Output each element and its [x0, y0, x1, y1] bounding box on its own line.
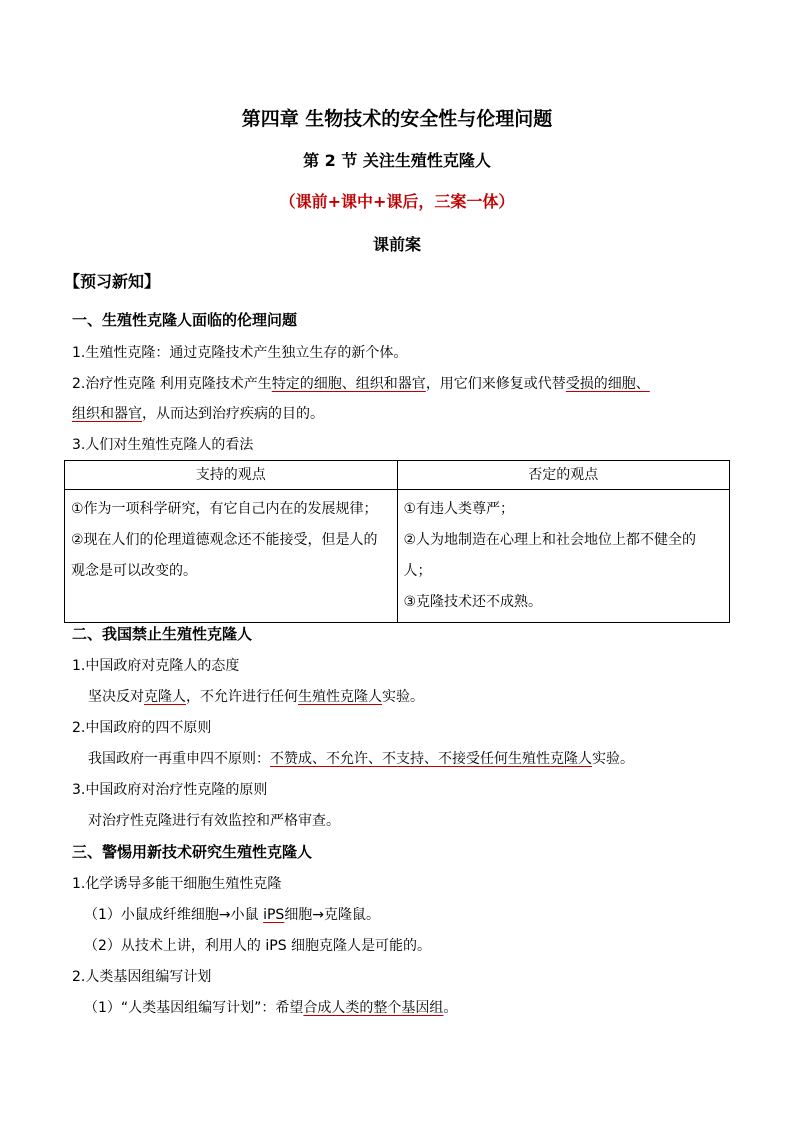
section-title: 第 2 节 关注生殖性克隆人	[303, 151, 491, 170]
oppose-header: 否定的观点	[397, 461, 730, 490]
section-2-title: 二、我国禁止生殖性克隆人	[72, 625, 253, 643]
reproductive-cloning-definition: 1.生殖性克隆：通过克隆技术产生独立生存的新个体。	[72, 345, 408, 361]
answer-blank: 特定的细胞、组织和器官	[271, 376, 426, 392]
genome-project-answer: （1）“人类基因组编写计划”：希望合成人类的整个基因组。	[84, 1000, 458, 1016]
answer-blank: iPS	[263, 907, 285, 923]
four-no-heading: 2.中国政府的四不原则	[72, 720, 212, 736]
therapeutic-principle-heading: 3.中国政府对治疗性克隆的原则	[72, 782, 268, 798]
answer-blank: 生殖性克隆人	[298, 689, 382, 705]
preview-heading: 【预习新知】	[64, 272, 161, 291]
section-3-title: 三、警惕用新技术研究生殖性克隆人	[72, 843, 313, 861]
answer-blank: 合成人类的整个基因组	[303, 1000, 444, 1016]
answer-blank: 受损的细胞、	[565, 376, 650, 392]
support-point: ①作为一项科学研究，有它自己内在的发展规律；	[71, 501, 378, 517]
oppose-point: ②人为地制造在心理上和社会地位上都不健全的人；	[403, 532, 697, 579]
four-no-answer: 我国政府一再重申四不原则：不赞成、不允许、不支持、不接受任何生殖性克隆人实验。	[88, 751, 634, 767]
therapeutic-cloning-definition: 2.治疗性克隆 利用克隆技术产生特定的细胞、组织和器官，用它们来修复或代替受损的细胞、	[72, 376, 650, 392]
attitude-heading: 1.中国政府对克隆人的态度	[72, 658, 240, 674]
therapeutic-cloning-continued: 组织和器官，从而达到治疗疾病的目的。	[72, 406, 324, 422]
section-1-title: 一、生殖性克隆人面临的伦理问题	[72, 311, 298, 329]
support-cell	[65, 490, 398, 623]
ips-step-2: （2）从技术上讲，利用人的 iPS 细胞克隆人是可能的。	[84, 938, 432, 954]
answer-blank: 不赞成、不允许、不支持、不接受任何生殖性克隆人	[270, 751, 592, 767]
attitude-answer: 坚决反对克隆人，不允许进行任何生殖性克隆人实验。	[88, 689, 424, 705]
ips-step-1: （1）小鼠成纤维细胞→小鼠 iPS细胞→克隆鼠。	[84, 907, 381, 923]
oppose-point: ①有违人类尊严；	[403, 501, 515, 517]
ips-heading: 1.化学诱导多能干细胞生殖性克隆	[72, 876, 282, 892]
answer-blank: 克隆人	[144, 689, 186, 705]
oppose-cell	[397, 490, 730, 623]
format-note: （课前+课中+课后，三案一体）	[279, 192, 515, 211]
support-header: 支持的观点	[65, 461, 398, 490]
chapter-title: 第四章 生物技术的安全性与伦理问题	[241, 108, 553, 130]
therapeutic-principle-answer: 对治疗性克隆进行有效监控和严格审查。	[88, 813, 340, 829]
genome-project-heading: 2.人类基因组编写计划	[72, 969, 212, 985]
part-title: 课前案	[372, 235, 421, 254]
views-heading: 3.人们对生殖性克隆人的看法	[72, 437, 254, 453]
answer-blank: 组织和器官	[72, 406, 142, 422]
oppose-point: ③克隆技术还不成熟。	[403, 594, 543, 610]
views-table	[64, 460, 730, 623]
support-point: ②现在人们的伦理道德观念还不能接受，但是人的观念是可以改变的。	[71, 532, 378, 579]
